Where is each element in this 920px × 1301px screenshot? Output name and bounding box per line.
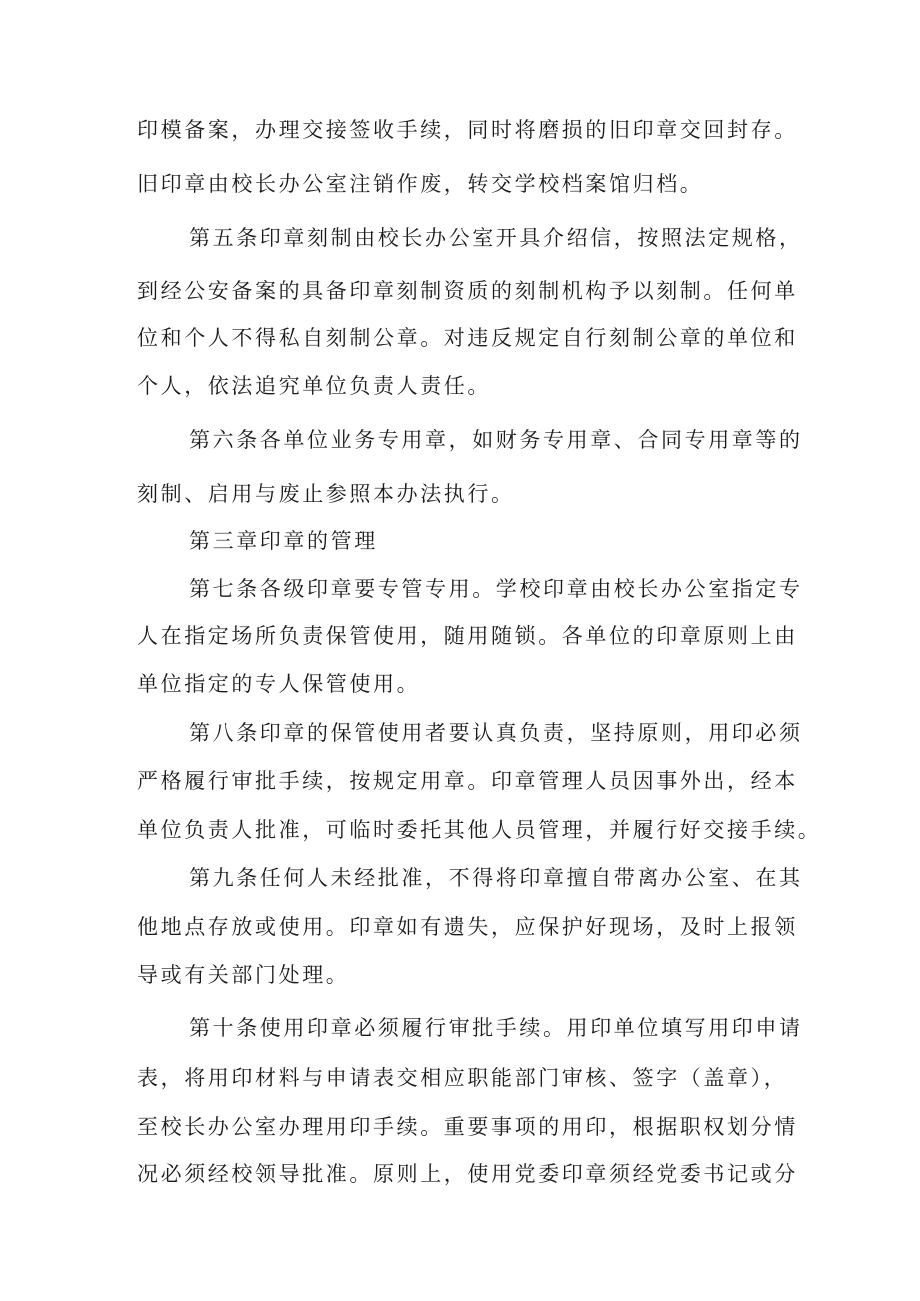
article-6-line: 刻制、启用与废止参照本办法执行。	[137, 482, 515, 506]
article-5-line: 个人，依法追究单位负责人责任。	[137, 374, 491, 398]
article-7-line: 人在指定场所负责保管使用，随用随锁。各单位的印章原则上由	[137, 624, 798, 648]
article-10-line: 表，将用印材料与申请表交相应职能部门审核、签字（盖章），	[137, 1066, 788, 1090]
article-5-line: 第五条印章刻制由校长办公室开具介绍信，按照法定规格，	[189, 226, 803, 250]
article-10-line: 至校长办公室办理用印手续。重要事项的用印，根据职权划分情	[137, 1115, 798, 1139]
paragraph-line: 旧印章由校长办公室注销作废，转交学校档案馆归档。	[137, 172, 704, 196]
article-8-line: 单位负责人批准，可临时委托其他人员管理，并履行好交接手续。	[137, 818, 822, 842]
article-7-line: 第七条各级印章要专管专用。学校印章由校长办公室指定专	[189, 577, 803, 601]
article-6-line: 第六条各单位业务专用章，如财务专用章、合同专用章等的	[189, 428, 803, 452]
article-10-line: 第十条使用印章必须履行审批手续。用印单位填写用印申请	[189, 1016, 803, 1040]
article-9-line: 第九条任何人未经批准，不得将印章擅自带离办公室、在其	[189, 866, 803, 890]
article-8-line: 严格履行审批手续，按规定用章。印章管理人员因事外出，经本	[137, 769, 798, 793]
article-10-line: 况必须经校领导批准。原则上，使用党委印章须经党委书记或分	[137, 1162, 798, 1186]
article-5-line: 到经公安备案的具备印章刻制资质的刻制机构予以刻制。任何单	[137, 279, 798, 303]
chapter-heading: 第三章印章的管理	[189, 529, 378, 553]
paragraph-line: 印模备案，办理交接签收手续，同时将磨损的旧印章交回封存。	[137, 118, 798, 142]
article-5-line: 位和个人不得私自刻制公章。对违反规定自行刻制公章的单位和	[137, 326, 798, 350]
article-9-line: 他地点存放或使用。印章如有遗失，应保护好现场，及时上报领	[137, 915, 798, 939]
article-7-line: 单位指定的专人保管使用。	[137, 672, 421, 696]
article-9-line: 导或有关部门处理。	[137, 963, 350, 987]
article-8-line: 第八条印章的保管使用者要认真负责，坚持原则，用印必须	[189, 721, 803, 745]
